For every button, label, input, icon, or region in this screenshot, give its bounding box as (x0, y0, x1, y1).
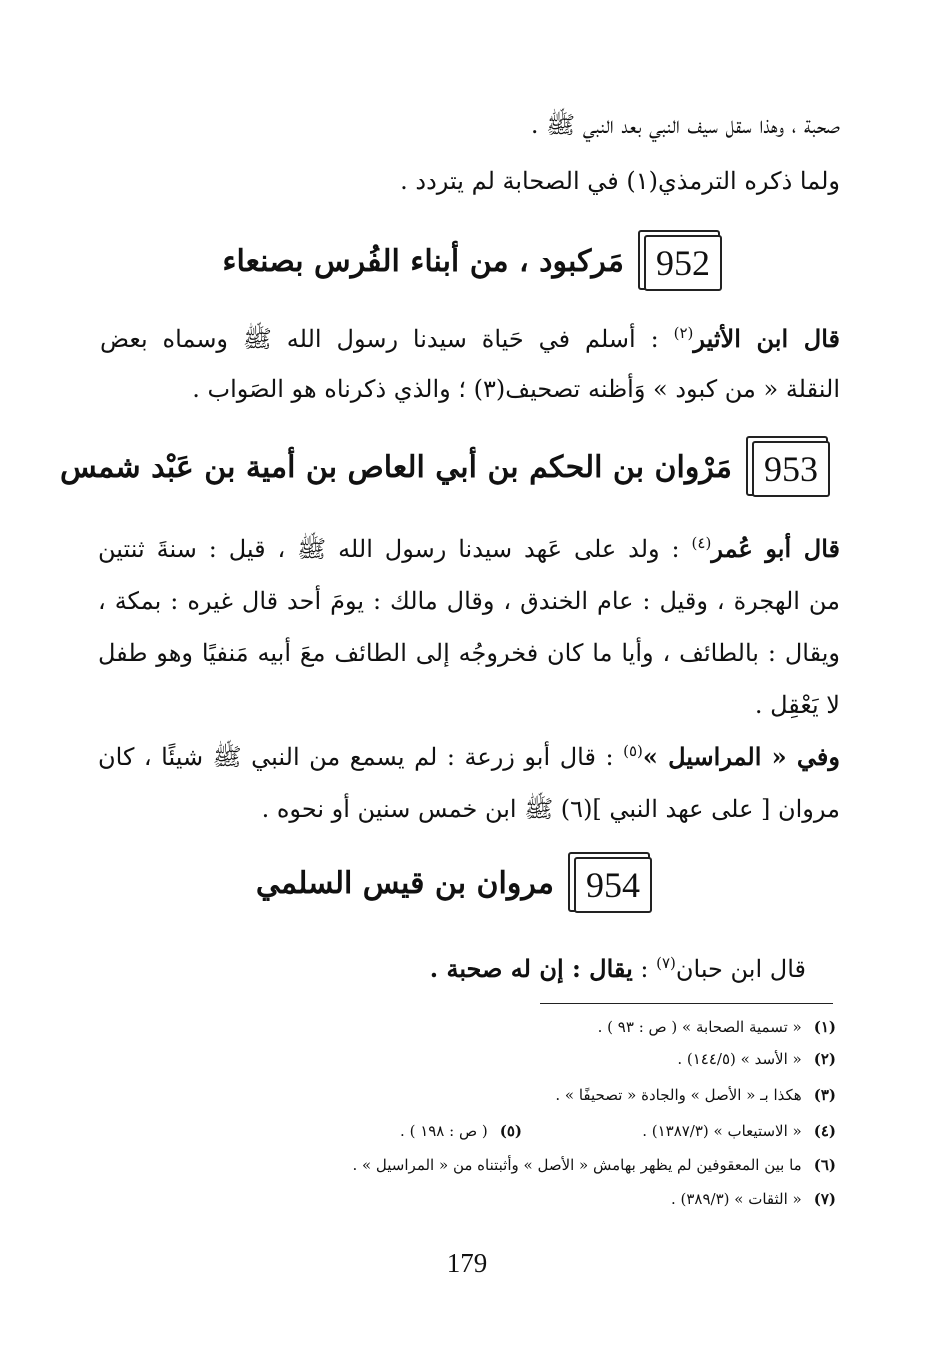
speaker-name: قال ابن الأثير (693, 324, 840, 353)
text-line: صحبة ، وهذا سقل سيف النبي بعد النبي ﷺ . (530, 111, 840, 139)
speaker-name: قال أبو عُمر (711, 534, 841, 563)
footnote (598, 1016, 836, 1038)
entry-number-box (746, 436, 830, 498)
footnote-mark: (٧) (813, 1190, 836, 1208)
footnote-mark: (٤) (813, 1122, 836, 1140)
footnote-mark: (٢) (813, 1050, 836, 1068)
line-text: : أسلم في حَياة سيدنا رسول الله ﷺ وسماه بعض (100, 325, 674, 353)
text-line (98, 532, 840, 566)
footnote-ref: (٢) (673, 324, 694, 342)
footnote-text: « الثقات » (٣٨٩/٣) . (670, 1190, 802, 1208)
line-text: : ولد على عَهد سيدنا رسول الله ﷺ ، قيل : سنةَ ثنتين (98, 535, 692, 563)
entry-title: مروان بن قيس السلمي (255, 865, 554, 901)
footnote-ref: (٤) (691, 534, 712, 552)
text-line (98, 740, 840, 774)
line-text: : قال أبو زرعة : لم يسمع من النبي ﷺ شيئًا ، كان (98, 743, 624, 771)
text-line: ويقال : بالطائف ، وأيا ما كان فخروجُه إلى الطائف معَ أبيه مَنفيًا وهو طفل (98, 639, 840, 667)
text-line: مروان [ على عهد النبي ](٦) ﷺ ابن خمس سنين أو نحوه . (261, 795, 840, 823)
entry-heading-952 (222, 230, 722, 292)
footnote (352, 1154, 836, 1176)
footnote-mark: (٦) (813, 1156, 836, 1174)
footnote (642, 1120, 836, 1142)
text-line: لا يَعْقِل . (754, 691, 840, 719)
footnote (555, 1084, 836, 1106)
footnote-mark: (٣) (813, 1086, 836, 1104)
entry-number: 952 (644, 235, 722, 291)
entry-number-box (568, 852, 652, 914)
footnote-text: « الاستيعاب » (١٣٨٧/٣) . (642, 1122, 802, 1140)
text-line (430, 952, 806, 986)
footnote-ref: (٥) (623, 742, 643, 760)
footnote-text: « تسمية الصحابة » ( ص : ٩٣ ) . (597, 1018, 802, 1036)
footnote-separator (540, 1003, 833, 1004)
line-text-bold: يقال : إن له صحبة . (429, 954, 633, 983)
line-text: : (632, 955, 657, 983)
footnote-ref: (٧) (656, 954, 676, 972)
footnote-text: هكذا بـ « الأصل » والجادة « تصحيفًا » . (555, 1086, 802, 1104)
footnote (400, 1120, 522, 1142)
page-number: 179 (446, 1248, 488, 1278)
entry-number-box (638, 230, 722, 292)
line-text: قال ابن حبان (675, 955, 806, 983)
text-line: النقلة « من كبود » وَأظنه تصحيف(٣) ؛ والذي ذكرناه هو الصَواب . (192, 375, 840, 403)
entry-title: مَرْوان بن الحكم بن أبي العاص بن أمية بن عَبْد شمس (59, 449, 732, 485)
footnote-text: ( ص : ١٩٨ ) . (400, 1122, 488, 1140)
entry-number: 953 (752, 441, 830, 497)
entry-number: 954 (574, 857, 652, 913)
footnote-mark: (١) (813, 1018, 836, 1036)
footnote (671, 1188, 836, 1210)
entry-title: مَركبود ، من أبناء الفُرس بصنعاء (222, 243, 624, 279)
footnote (677, 1048, 836, 1070)
footnote-text: « الأسد » (١٤٤/٥) . (677, 1050, 802, 1068)
speaker-name: وفي « المراسيل » (642, 742, 840, 771)
text-line: ولما ذكره الترمذي(١) في الصحابة لم يتردد . (400, 167, 840, 195)
footnote-text: ما بين المعقوفين لم يظهر بهامش « الأصل » وأثبتناه من « المراسيل » . (352, 1156, 802, 1174)
footnote-mark: (٥) (499, 1122, 522, 1140)
entry-heading-953 (60, 436, 830, 498)
text-line (100, 322, 840, 356)
text-line: من الهجرة ، وقيل : عام الخندق ، وقال مالك : يومَ أحد قال غيره : بمكة ، (98, 587, 840, 615)
entry-heading-954 (256, 852, 652, 914)
